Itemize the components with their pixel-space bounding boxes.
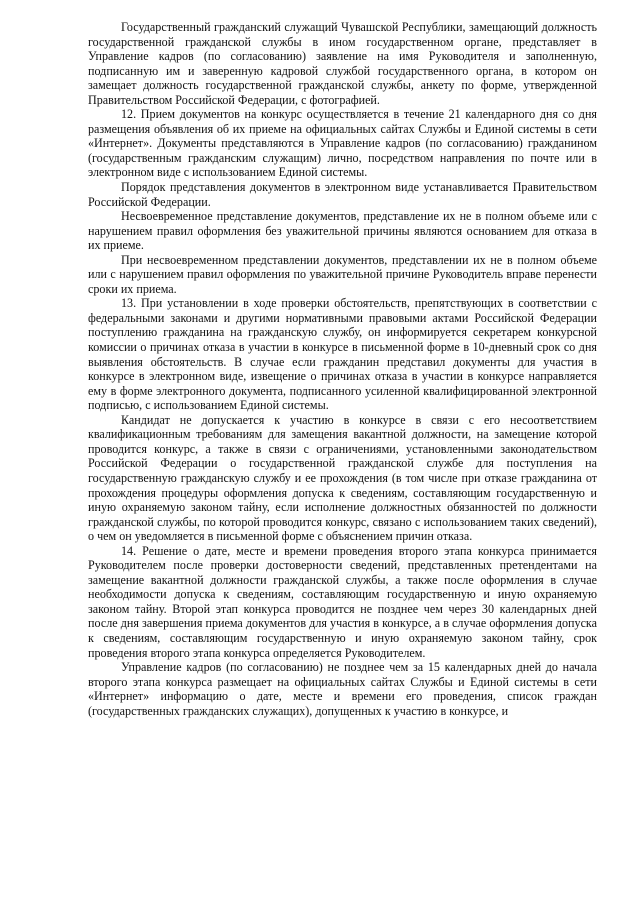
document-page [88,20,597,718]
paragraph-hr-publication: Управление кадров (по согласованию) не позднее чем за 15 календарных дней до начала второго этапа конкурса размещает на официальных сайтах Службы и Единой системы в сети «Интернет» информацию о дате, месте и времени его проведения, список граждан (государственных гражданских служащих), допущенных к участию в конкурсе, и [88,660,597,718]
paragraph-candidate-non-admission: Кандидат не допускается к участию в конкурсе в связи с его несоответствием квалификационным требованиям для замещения вакантной должности, на замещение которой проводится конкурс, а также в связи с ограничениями, установленными законодательством Российской Федерации о государственной гражданской службе для поступления на государственную гражданскую службу и ее прохождения (в том числе при отказе гражданина от прохождения процедуры оформления допуска к сведениям, составляющим государственную и иную охраняемую законом тайну, если исполнение должностных обязанностей по должности гражданской службы, по которой проводится конкурс, связано с использованием таких сведений), о чем он уведомляется в письменной форме с объяснением причин отказа. [88,412,597,544]
paragraph-deadline-extension: При несвоевременном представлении документов, представлении их не в полном объеме или с нарушением правил оформления по уважительной причине Руководитель вправе перенести сроки их приема. [88,252,597,296]
paragraph-electronic-submission-procedure: Порядок представления документов в электронном виде устанавливается Правительством Российской Федерации. [88,180,597,209]
paragraph-item-12-document-acceptance: 12. Прием документов на конкурс осуществляется в течение 21 календарного дня со дня размещения объявления об их приеме на официальных сайтах Службы и Единой системы в сети «Интернет». Документы представляются в Управление кадров (по согласованию) гражданином (государственным гражданским служащим) лично, посредством направления по почте или в электронном виде с использованием Единой системы. [88,107,597,180]
paragraph-civil-servant-documents: Государственный гражданский служащий Чувашской Республики, замещающий должность государственной гражданской службы в ином государственном органе, представляет в Управление кадров (по согласованию) заявление на имя Руководителя и заполненную, подписанную им и заверенную кадровой службой государственного органа, в котором он замещает должность государственной гражданской службы, анкету по форме, утвержденной Правительством Российской Федерации, с фотографией. [88,20,597,107]
paragraph-item-14-second-stage: 14. Решение о дате, месте и времени проведения второго этапа конкурса принимается Руководителем после проверки достоверности сведений, представленных претендентами на замещение вакантной должности гражданской службы, а также после оформления в случае необходимости допуска к сведениям, составляющим государственную и иную охраняемую законом тайну. Второй этап конкурса проводится не позднее чем через 30 календарных дней после дня завершения приема документов для участия в конкурсе, а в случае оформления допуска к сведениям, составляющим государственную и иную охраняемую законом тайну, срок проведения второго этапа конкурса определяется Руководителем. [88,543,597,660]
paragraph-untimely-submission-refusal: Несвоевременное представление документов, представление их не в полном объеме или с нарушением правил оформления без уважительной причины являются основанием для отказа в их приеме. [88,209,597,253]
paragraph-item-13-refusal-notification: 13. При установлении в ходе проверки обстоятельств, препятствующих в соответствии с федеральными законами и другими нормативными правовыми актами Российской Федерации поступлению гражданина на гражданскую службу, он информируется секретарем конкурсной комиссии о причинах отказа в участии в конкурсе в письменной форме в 10-дневный срок со дня выявления обстоятельств. В случае если гражданин представил документы для участия в конкурсе в электронном виде, извещение о причинах отказа в участии в конкурсе направляется ему в форме электронного документа, подписанного усиленной квалифицированной электронной подписью, с использованием Единой системы. [88,296,597,413]
